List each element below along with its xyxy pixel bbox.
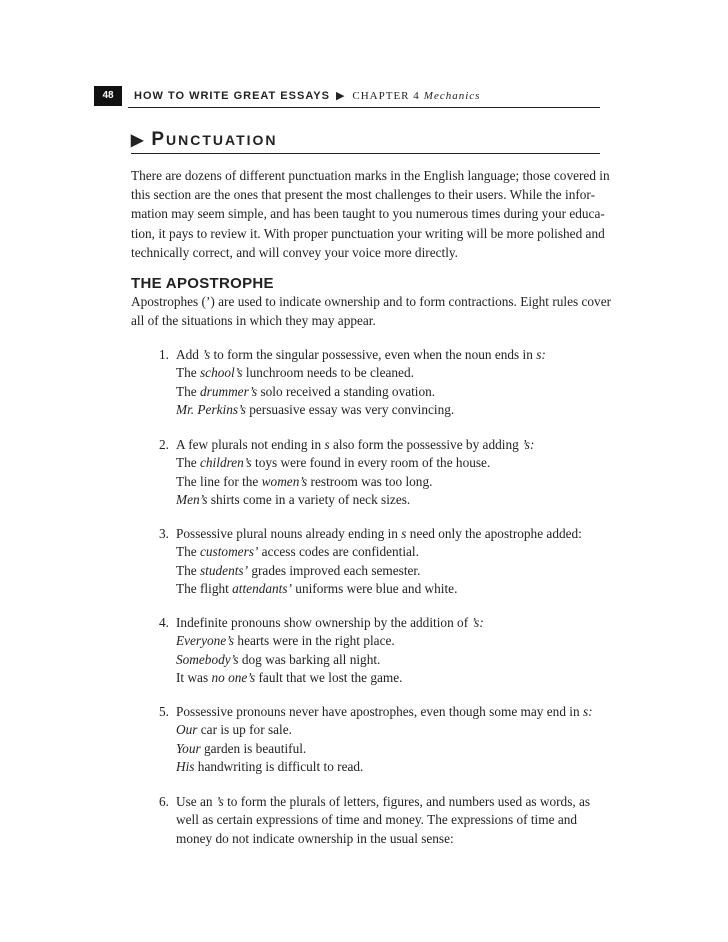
text-line: tion, it pays to review it. With proper punctuation your writing will be more polished and <box>131 225 605 241</box>
rule-item <box>159 793 599 848</box>
rule-text: Possessive plural nouns already ending in s need only the apostrophe added: <box>176 526 582 541</box>
example-line: His handwriting is difficult to read. <box>176 758 364 774</box>
text-line: all of the situations in which they may appear. <box>131 313 376 329</box>
rule-number: 2. <box>159 437 169 452</box>
rule-item <box>159 346 599 419</box>
example-line: The line for the women’s restroom was too long. <box>176 473 433 489</box>
section-title <box>131 129 278 152</box>
rule-text: A few plurals not ending in s also form the possessive by adding ’s: <box>176 437 535 452</box>
rule-number: 4. <box>159 615 169 630</box>
example-line: It was no one’s fault that we lost the game. <box>176 669 403 685</box>
example-line: The students’ grades improved each semester. <box>176 562 421 578</box>
section-title-rest: UNCTUATION <box>166 132 278 148</box>
rule-text: money do not indicate ownership in the usual sense: <box>176 830 454 846</box>
text-line: technically correct, and will convey your voice more directly. <box>131 244 458 260</box>
text-line: Apostrophes (’) are used to indicate ownership and to form contractions. Eight rules cover <box>131 294 612 309</box>
running-head <box>134 89 480 103</box>
apostrophe-intro <box>131 292 612 330</box>
section-arrow-icon: ▶ <box>131 132 146 149</box>
rule-item <box>159 703 599 776</box>
text-line: this section are the ones that present the most challenges to their users. While the infor- <box>131 187 596 203</box>
rule-number: 5. <box>159 704 169 719</box>
example-line: Your garden is beautiful. <box>176 740 307 756</box>
intro-paragraph <box>131 166 610 262</box>
rule-number: 1. <box>159 347 169 362</box>
chapter-name: Mechanics <box>423 90 481 102</box>
example-line: Somebody’s dog was barking all night. <box>176 651 381 667</box>
rule-text: well as certain expressions of time and money. The expressions of time and <box>176 812 578 828</box>
example-line: The drummer’s solo received a standing ovation. <box>176 383 436 399</box>
rule-number: 3. <box>159 526 169 541</box>
book-title: HOW TO WRITE GREAT ESSAYS <box>134 90 330 102</box>
subheading: THE APOSTROPHE <box>131 275 274 292</box>
rule-number: 6. <box>159 794 169 809</box>
section-title-initial: P <box>151 129 166 150</box>
example-line: Men’s shirts come in a variety of neck sizes. <box>176 491 411 507</box>
text-line: There are dozens of different punctuation marks in the English language; those covered in <box>131 168 610 183</box>
example-line: Mr. Perkins’s persuasive essay was very convincing. <box>176 401 455 417</box>
example-line: The children’s toys were found in every room of the house. <box>176 455 491 471</box>
rule-item <box>159 614 599 687</box>
example-line: The customers’ access codes are confidential. <box>176 544 419 560</box>
text-line: mation may seem simple, and has been taught to you numerous times during your educa- <box>131 206 605 222</box>
example-line: The flight attendants’ uniforms were blue and white. <box>176 580 458 596</box>
rule-text: Add ’s to form the singular possessive, even when the noun ends in s: <box>176 347 546 362</box>
rule-text: Use an ’s to form the plurals of letters, figures, and numbers used as words, as <box>176 794 591 809</box>
rule-item <box>159 436 599 509</box>
example-line: The school’s lunchroom needs to be cleaned. <box>176 365 414 381</box>
arrow-right-icon: ▶ <box>335 90 345 102</box>
rule-item <box>159 525 599 598</box>
header-rule <box>128 107 600 108</box>
chapter-label: CHAPTER 4 <box>352 90 420 102</box>
example-line: Our car is up for sale. <box>176 722 292 738</box>
section-rule <box>131 153 600 154</box>
rule-text: Indefinite pronouns show ownership by the addition of ’s: <box>176 615 484 630</box>
example-line: Everyone’s hearts were in the right place. <box>176 633 395 649</box>
rule-text: Possessive pronouns never have apostrophes, even though some may end in s: <box>176 704 593 719</box>
page-number: 48 <box>94 86 122 106</box>
